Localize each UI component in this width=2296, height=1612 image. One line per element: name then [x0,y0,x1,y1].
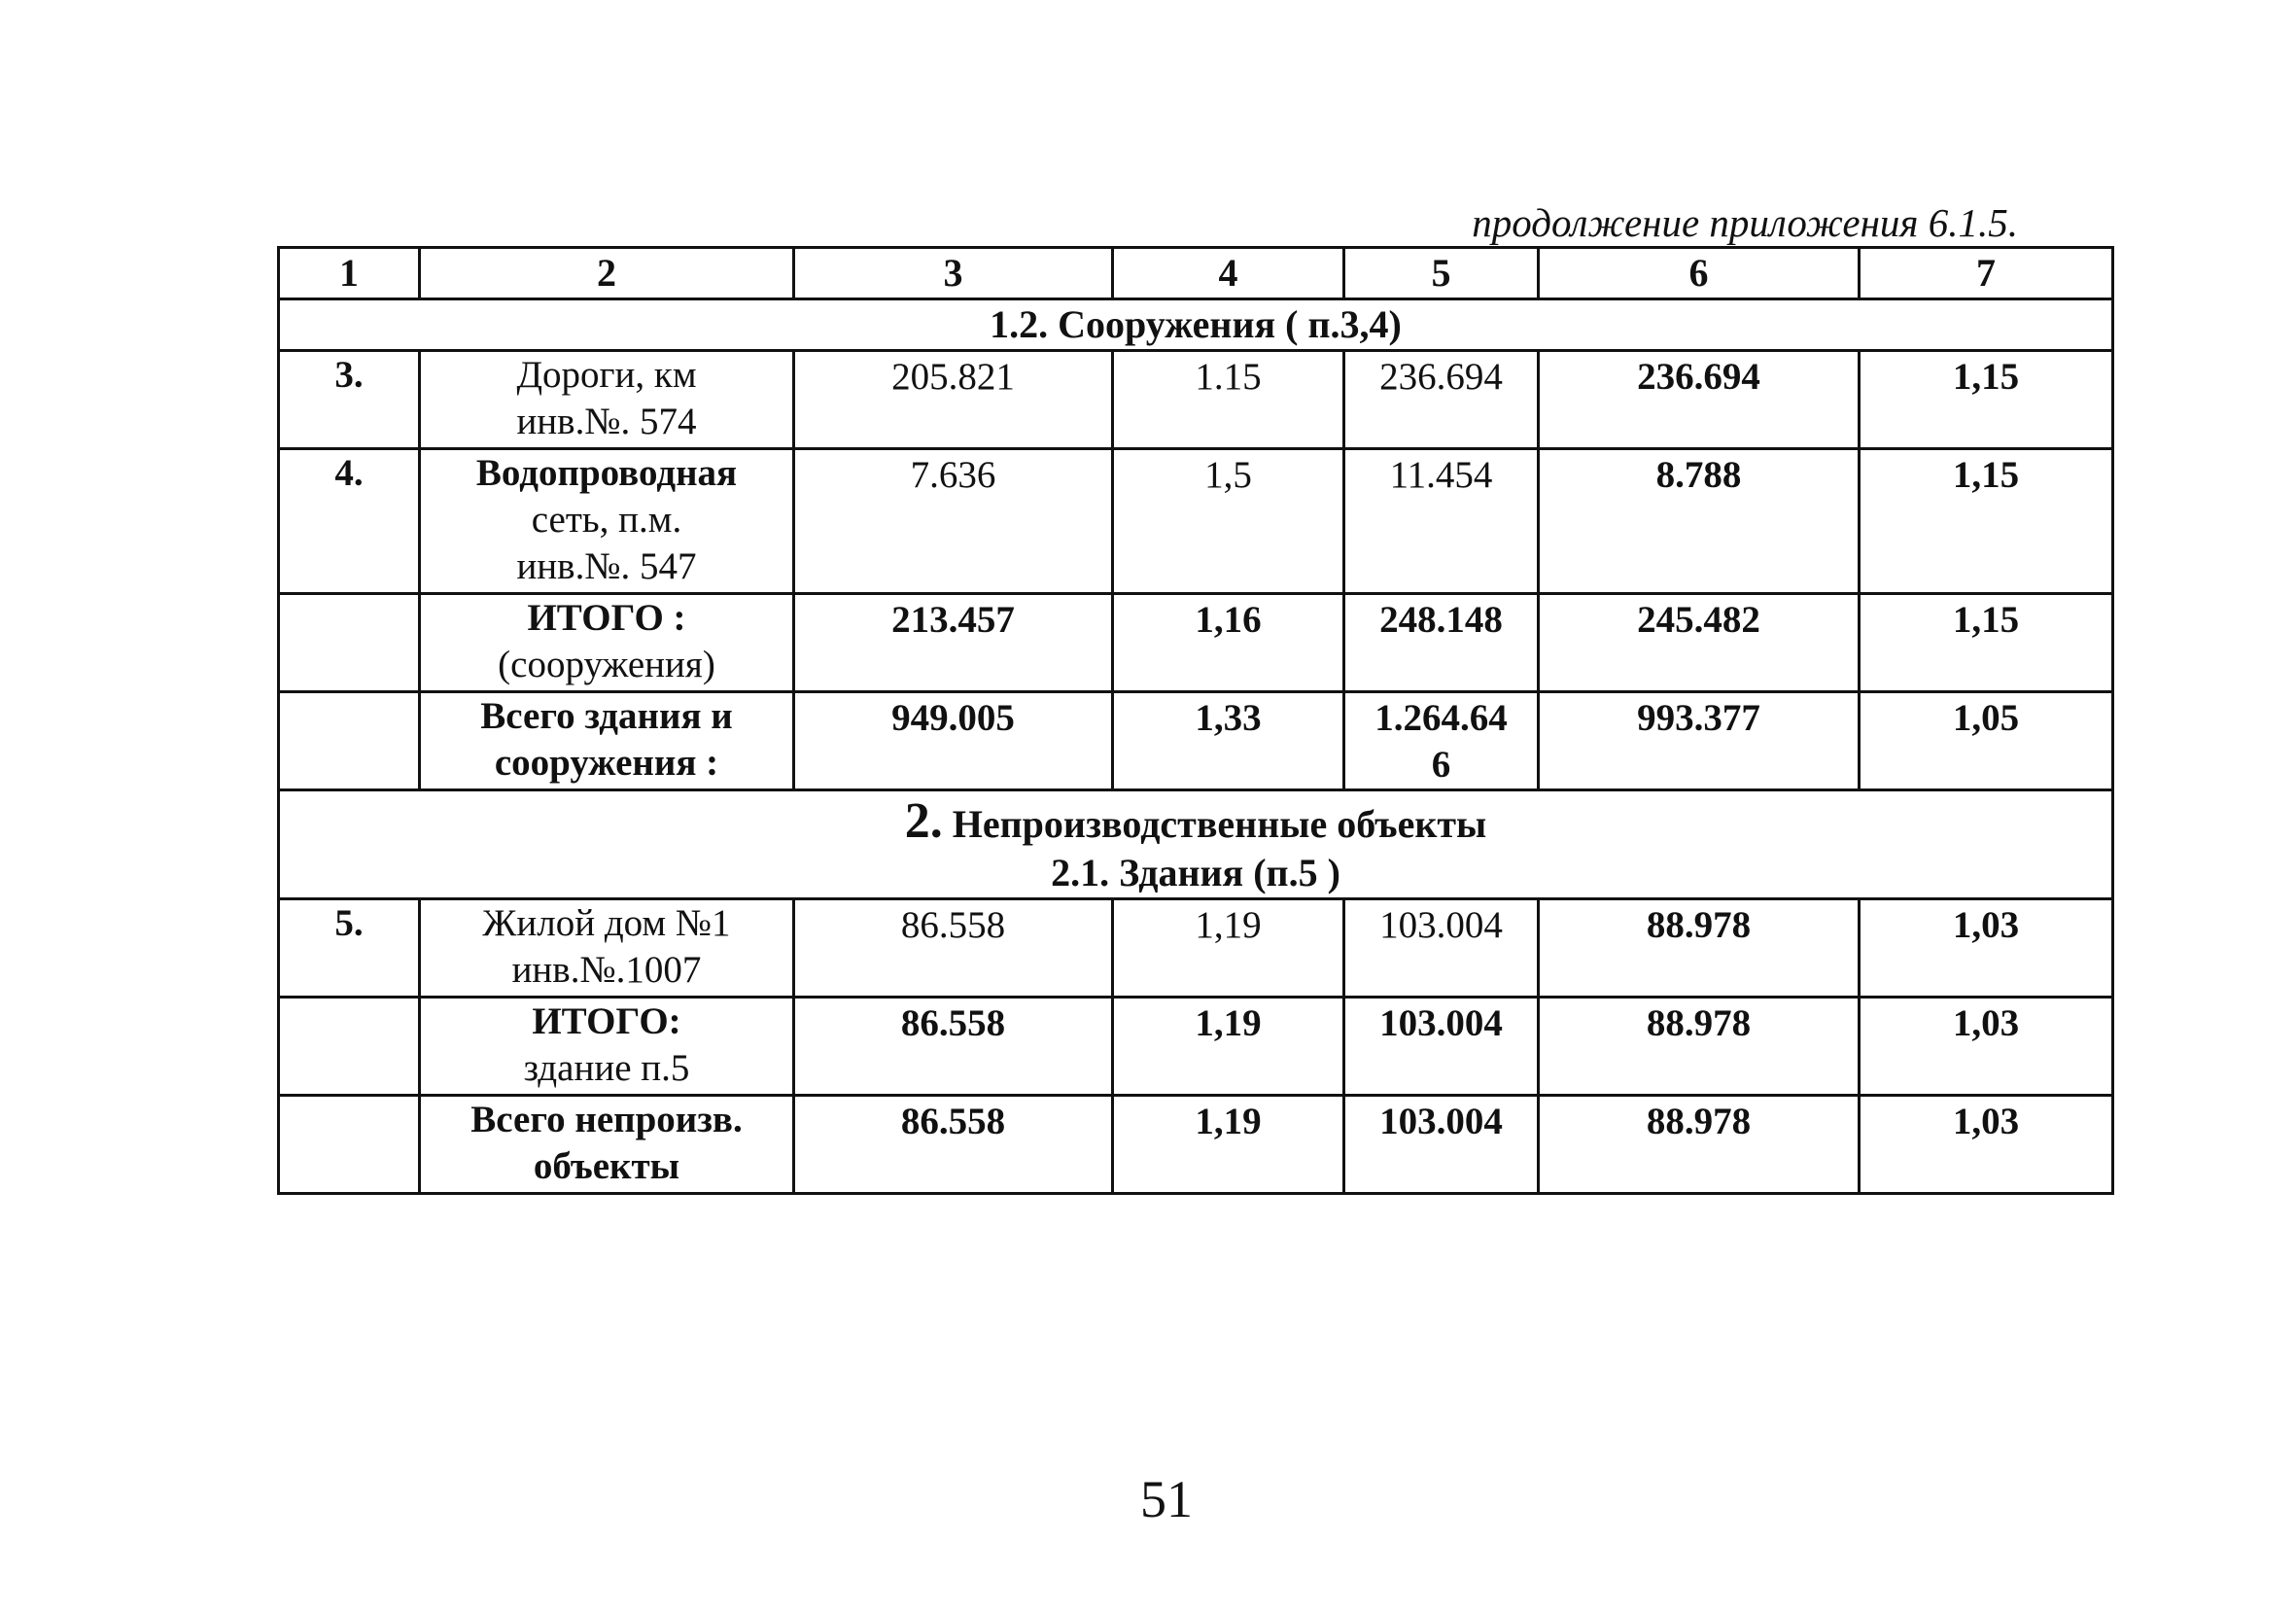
object-name: Водопроводная [475,452,738,494]
value-col-6: 236.694 [1539,351,1860,449]
subtotal-label-cell [420,998,794,1096]
value-col-7: 1,05 [1860,692,2113,790]
value-col-3: 949.005 [794,692,1113,790]
inventory-number: инв.№. 574 [516,401,697,442]
value-col-7: 1,03 [1860,998,2113,1096]
inventory-number: инв.№. 547 [516,545,697,587]
column-number-row [279,248,2113,299]
value-col-7: 1,03 [1860,1096,2113,1194]
value-col-4: 1,5 [1113,449,1344,594]
appendix-table [277,246,2114,1195]
empty-cell [279,594,420,692]
subtotal-label: ИТОГО : [527,597,686,639]
value-col-5: 103.004 [1344,998,1539,1096]
object-name: Дороги, км [516,354,697,396]
object-name: Жилой дом №1 [482,902,731,944]
row-number: 3. [279,351,420,449]
section-heading-2-1: 2.1. Здания (п.5 ) [1051,851,1340,894]
section-heading-row [279,790,2113,899]
value-col-7: 1,15 [1860,594,2113,692]
value-col-4: 1,19 [1113,899,1344,998]
value-col-3: 213.457 [794,594,1113,692]
column-header: 2 [420,248,794,299]
value-col-3: 205.821 [794,351,1113,449]
section-2-title: Непроизводственные объекты [952,802,1487,846]
value-col-6: 88.978 [1539,1096,1860,1194]
value-col-7: 1,03 [1860,899,2113,998]
value-col-5-line1: 1.264.64 [1374,697,1508,739]
object-unit: сеть, п.м. [531,499,682,541]
value-col-6: 88.978 [1539,899,1860,998]
empty-cell [279,692,420,790]
empty-cell [279,1096,420,1194]
column-header: 1 [279,248,420,299]
total-label: Всего непроизв. [470,1099,743,1140]
section-heading-1-2: 1.2. Сооружения ( п.3,4) [279,299,2113,351]
section-heading-row [279,299,2113,351]
inventory-number: инв.№.1007 [511,949,702,991]
value-col-3: 86.558 [794,899,1113,998]
value-col-3: 86.558 [794,998,1113,1096]
column-header: 7 [1860,248,2113,299]
section-heading-2 [279,790,2113,899]
value-col-4: 1.15 [1113,351,1344,449]
subtotal-note: (сооружения) [498,644,715,685]
subtotal-row [279,594,2113,692]
value-col-5-line2: 6 [1431,744,1451,786]
value-col-6: 993.377 [1539,692,1860,790]
table-row [279,351,2113,449]
value-col-5: 11.454 [1344,449,1539,594]
value-col-5: 248.148 [1344,594,1539,692]
page-number: 51 [1140,1470,1193,1528]
column-header: 3 [794,248,1113,299]
total-label-cell [420,692,794,790]
total-label-cont: сооружения : [494,742,719,784]
total-row [279,1096,2113,1194]
value-col-7: 1,15 [1860,449,2113,594]
total-label: Всего здания и [480,695,733,737]
value-col-6: 88.978 [1539,998,1860,1096]
column-header: 5 [1344,248,1539,299]
object-name-cell [420,351,794,449]
table-row [279,449,2113,594]
total-label-cell [420,1096,794,1194]
value-col-4: 1,19 [1113,998,1344,1096]
subtotal-label-cell [420,594,794,692]
subtotal-row [279,998,2113,1096]
section-2-number: 2. [904,793,943,849]
total-row [279,692,2113,790]
total-label-cont: объекты [533,1145,680,1187]
value-col-4: 1,33 [1113,692,1344,790]
value-col-7: 1,15 [1860,351,2113,449]
value-col-6: 8.788 [1539,449,1860,594]
object-name-cell [420,449,794,594]
column-header: 6 [1539,248,1860,299]
value-col-3: 7.636 [794,449,1113,594]
object-name-cell [420,899,794,998]
value-col-5: 103.004 [1344,1096,1539,1194]
value-col-5: 236.694 [1344,351,1539,449]
value-col-4: 1,19 [1113,1096,1344,1194]
subtotal-note: здание п.5 [523,1047,690,1089]
row-number: 5. [279,899,420,998]
appendix-continuation-note: продолжение приложения 6.1.5. [1472,200,2018,245]
value-col-5: 103.004 [1344,899,1539,998]
value-col-4: 1,16 [1113,594,1344,692]
empty-cell [279,998,420,1096]
value-col-6: 245.482 [1539,594,1860,692]
table-row [279,899,2113,998]
subtotal-label: ИТОГО: [532,1000,681,1042]
value-col-5 [1344,692,1539,790]
column-header: 4 [1113,248,1344,299]
row-number: 4. [279,449,420,594]
value-col-3: 86.558 [794,1096,1113,1194]
